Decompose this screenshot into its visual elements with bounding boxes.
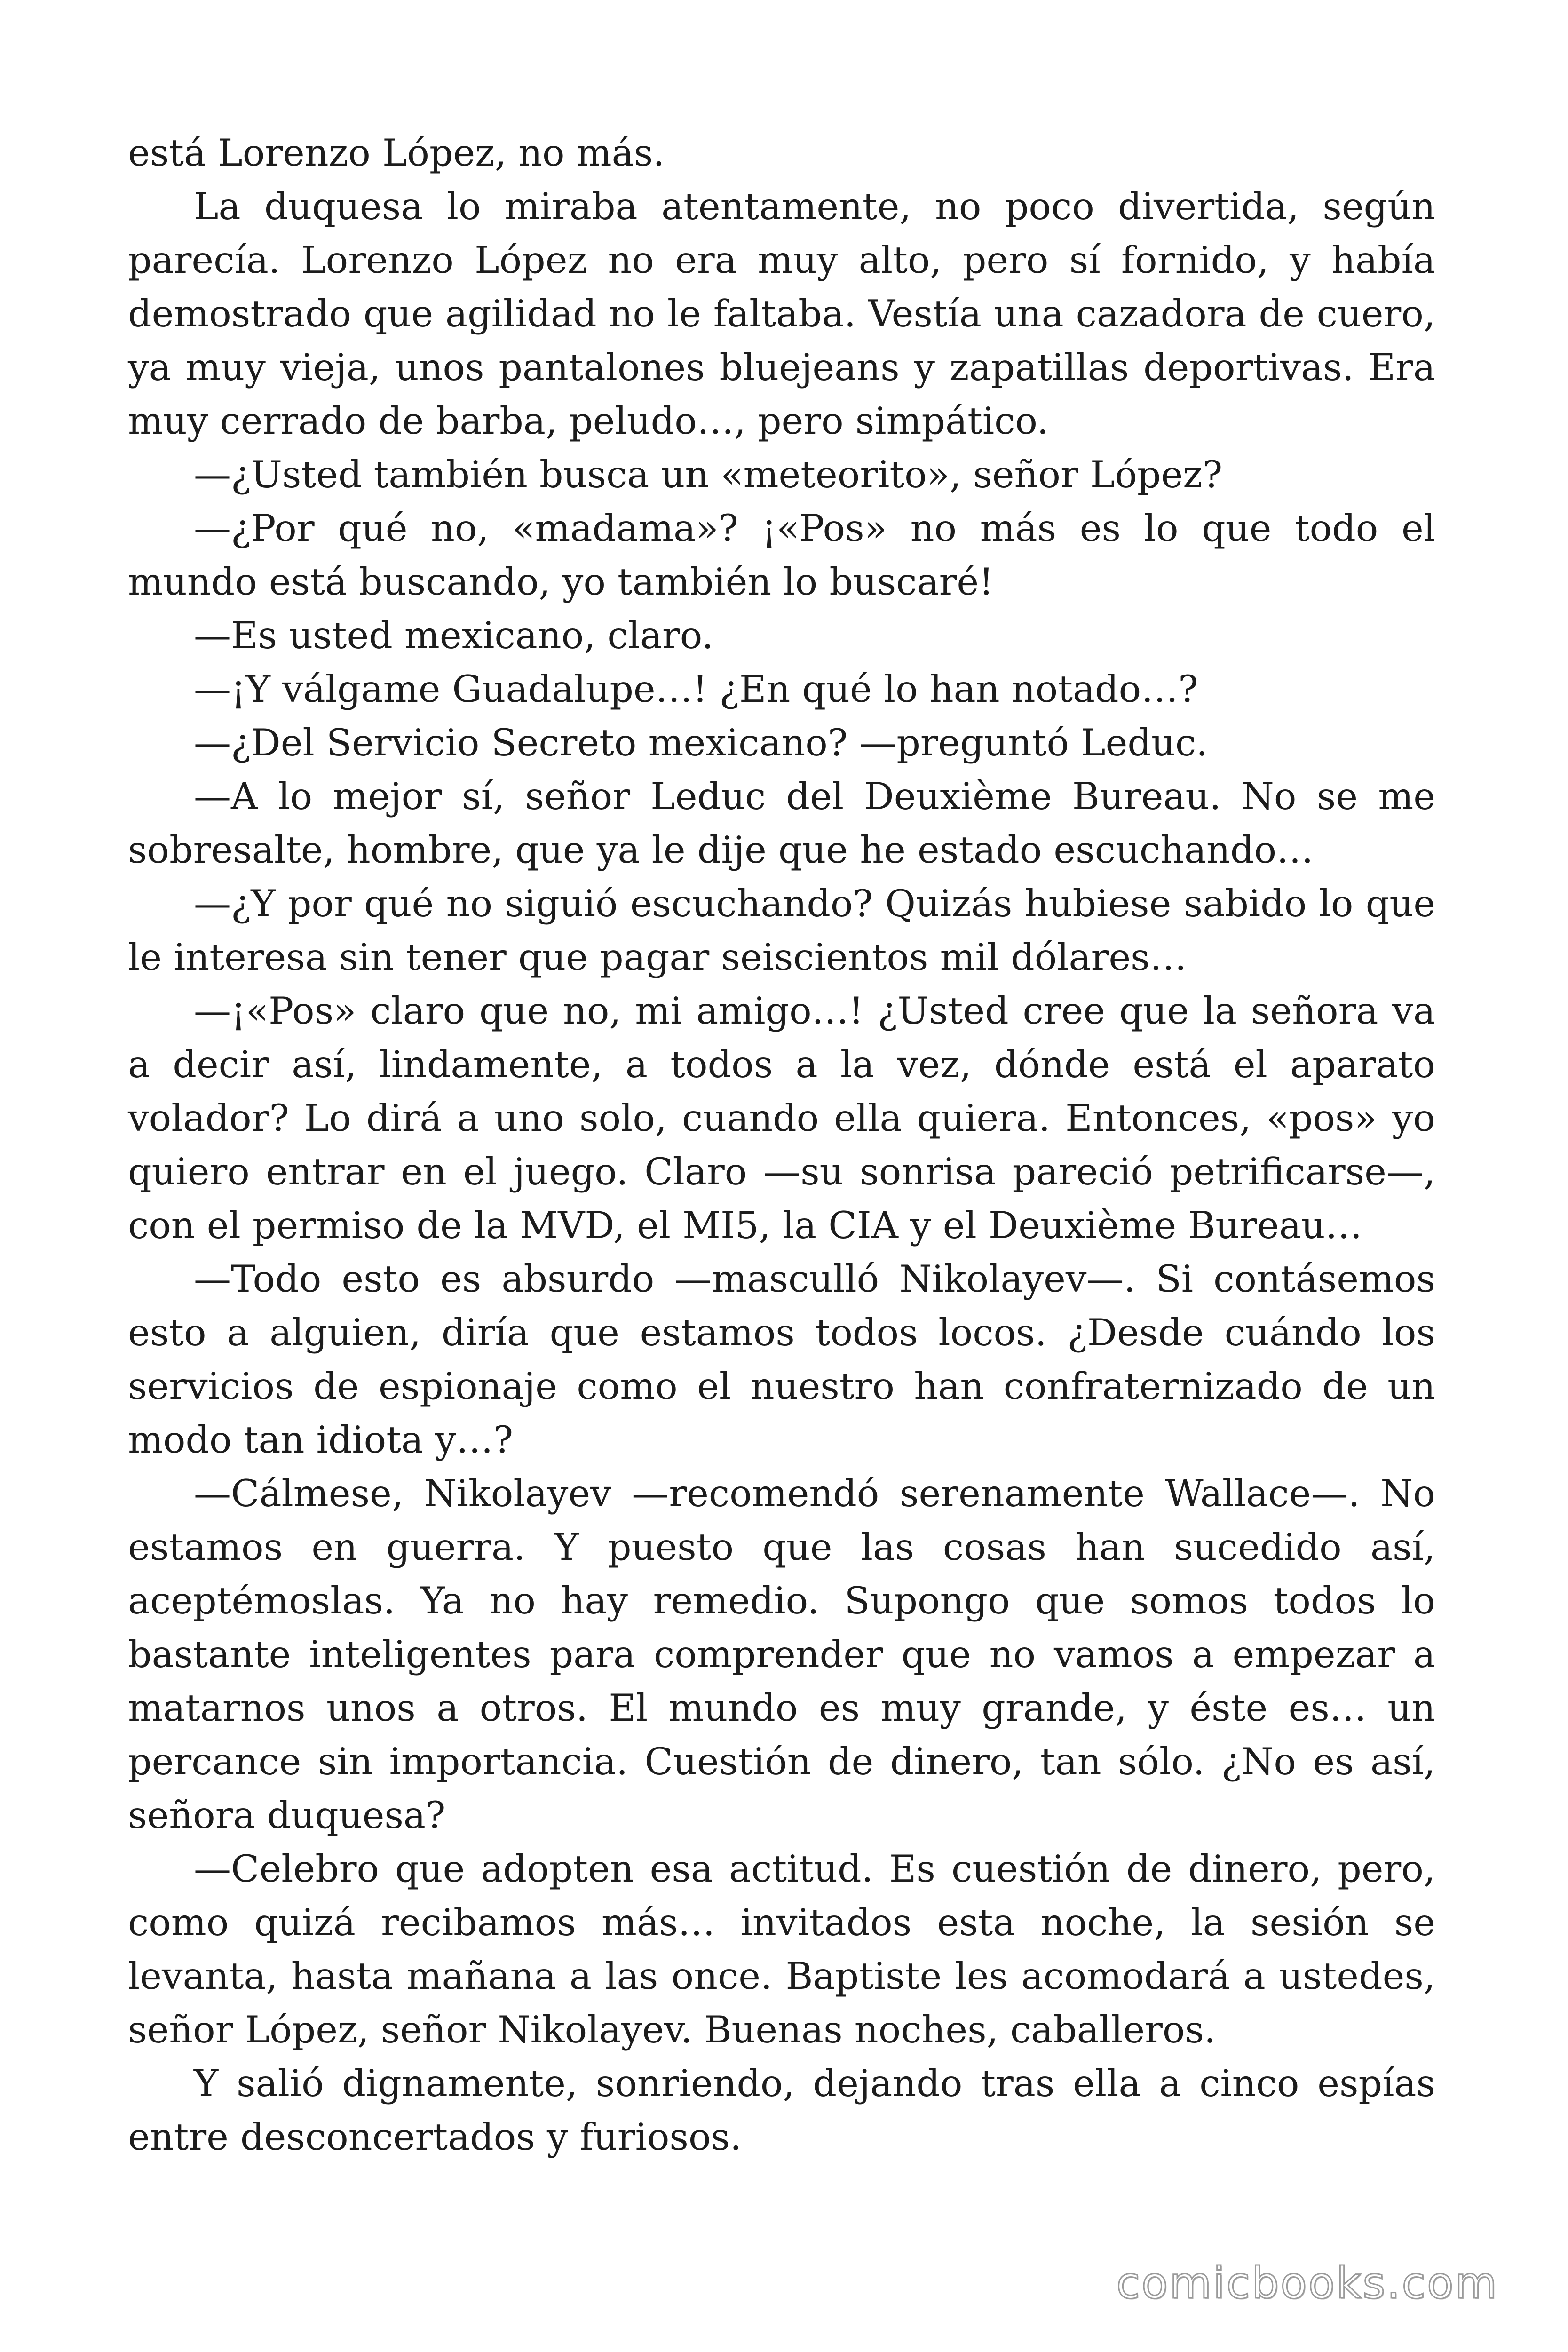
body-text [128,126,1435,2164]
watermark: comicbooks.com [1116,2258,1498,2308]
paragraph: está Lorenzo López, no más. [128,131,665,175]
paragraph: —¿Usted también busca un «meteorito», señor López? [194,453,1223,496]
paragraph: —Cálmese, Nikolayev —recomendó serenamente Wallace—. No estamos en guerra. Y puesto que las cosas han sucedido así, aceptémoslas. Ya no hay remedio. Supongo que somos todos lo bastante inteligentes para comprender que no vamos a empezar a matarnos unos a otros. El mundo es muy grande, y éste es… un percance sin importancia. Cuestión de dinero, tan sólo. ¿No es así, señora duquesa? [128,1472,1435,1837]
paragraph: —A lo mejor sí, señor Leduc del Deuxième Bureau. No se me sobresalte, hombre, que ya le dije que he estado escuchando… [128,775,1435,872]
paragraph: —¿Del Servicio Secreto mexicano? —preguntó Leduc. [194,721,1208,764]
paragraph: —¡«Pos» claro que no, mi amigo…! ¿Usted cree que la señora va a decir así, lindamente, a todos a la vez, dónde está el aparato volador? Lo dirá a uno solo, cuando ella quiera. Entonces, «pos» yo quiero entrar en el juego. Claro —su sonrisa pareció petrificarse—, con el permiso de la MVD, el MI5, la CIA y el Deuxième Bureau… [128,989,1435,1247]
paragraph: —Celebro que adopten esa actitud. Es cuestión de dinero, pero, como quizá recibamos más… invitados esta noche, la sesión se levanta, hasta mañana a las once. Baptiste les acomodará a ustedes, señor López, señor Nikolayev. Buenas noches, caballeros. [128,1847,1435,2051]
paragraph: —¡Y válgame Guadalupe…! ¿En qué lo han notado…? [194,667,1198,711]
paragraph: —Es usted mexicano, claro. [194,614,714,657]
paragraph: —¿Y por qué no siguió escuchando? Quizás hubiese sabido lo que le interesa sin tener que pagar seiscientos mil dólares… [128,882,1435,979]
paragraph: La duquesa lo miraba atentamente, no poco divertida, según parecía. Lorenzo López no era muy alto, pero sí fornido, y había demostrado que agilidad no le faltaba. Vestía una cazadora de cuero, ya muy vieja, unos pantalones bluejeans y zapatillas deportivas. Era muy cerrado de barba, peludo…, pero simpático. [128,185,1435,443]
paragraph: Y salió dignamente, sonriendo, dejando tras ella a cinco espías entre desconcertados y furiosos. [128,2062,1435,2159]
paragraph: —¿Por qué no, «madama»? ¡«Pos» no más es lo que todo el mundo está buscando, yo también lo buscaré! [128,507,1435,604]
paragraph: —Todo esto es absurdo —masculló Nikolayev—. Si contásemos esto a alguien, diría que estamos todos locos. ¿Desde cuándo los servicios de espionaje como el nuestro han confraternizado de un modo tan idiota y…? [128,1257,1435,1462]
